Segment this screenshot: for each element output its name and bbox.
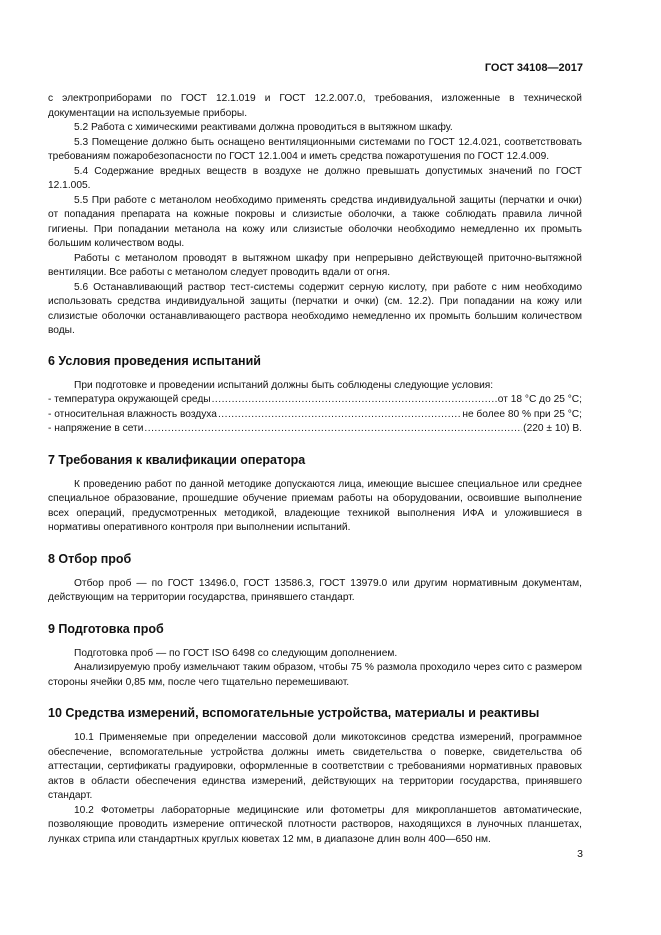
paragraph-5-5: 5.5 При работе с метанолом необходимо применять средства индивидуальной защиты (перчатки и очки) от попадания препарата на кожные покровы и слизистые оболочки, а также соблюдать правила личной гигиены. При попадании метанола на кожу или слизистые оболочки необходимо немедленно их промыть большим количеством воды. [48,194,582,249]
condition-row [48,393,582,408]
paragraph-5-6: 5.6 Останавливающий раствор тест-системы содержит серную кислоту, при работе с ним необходимо использовать средства индивидуальной защиты (перчатки и очки) (см. 12.2). При попадании на кожу или слизистые оболочки останавливающего раствора необходимо немедленно их промыть большим количеством воды. [48,281,582,336]
paragraph-5-1-continuation: с электроприборами по ГОСТ 12.1.019 и ГОСТ 12.2.007.0, требования, изложенные в технической документации на используемые приборы. [48,93,582,119]
leader-dots [218,408,461,423]
paragraph-5-4: 5.4 Содержание вредных веществ в воздухе не должно превышать допустимых значений по ГОСТ 12.1.005. [48,165,582,191]
condition-label: - температура окружающей среды [48,394,211,405]
section-9 [48,621,582,691]
paragraph-10-2: 10.2 Фотометры лабораторные медицинские или фотометры для микропланшетов автоматические, позволяющие проводить измерение оптической плотности растворов, находящихся в луночных планшетах, лунках стрипа или стандартных круглых кюветах 12 мм, в диапазоне длин волн 400—650 нм. [48,804,582,845]
paragraph-5-3: 5.3 Помещение должно быть оснащено вентиляционными системами по ГОСТ 12.4.021, соответствовать требованиям пожаробезопасности по ГОСТ 12.1.004 и иметь средства пожаротушения по ГОСТ 12.4.009. [48,136,582,162]
section-10-heading: 10 Средства измерений, вспомогательные устройства, материалы и реактивы [48,706,540,720]
condition-label: - напряжение в сети [48,423,144,434]
section-9-text-1: Подготовка проб — по ГОСТ ISO 6498 со следующим дополнением. [74,647,398,659]
paragraph-10-1: 10.1 Применяемые при определении массовой доли микотоксинов средства измерений, программное обеспечение, вспомогательные устройства должны иметь свидетельства о поверке, свидетельства об аттестации, сертификаты градуировки, оформленные в соответствии с требованиями нормативных правовых актов в области обеспечения единства измерений, действующих на территории государства, принявшего стандарт. [48,732,582,801]
section-10 [48,705,582,847]
section-8-heading: 8 Отбор проб [48,551,132,566]
section-9-text-2: Анализируемую пробу измельчают таким образом, чтобы 75 % размола проходило через сито с размером стороны ячейки 0,85 мм, после чего тщательно перемешивают. [48,662,582,688]
condition-value: (220 ± 10) В. [523,423,582,434]
condition-row [48,422,582,437]
section-6-lead: При подготовке и проведении испытаний должны быть соблюдены следующие условия: [74,379,494,391]
paragraph-5-2: 5.2 Работа с химическими реактивами должна проводиться в вытяжном шкафу. [74,122,453,133]
standard-header: ГОСТ 34108—2017 [484,62,583,74]
paragraph-5-5-methanol: Работы с метанолом проводят в вытяжном шкафу при непрерывно действующей приточно-вытяжной вентиляции. Все работы с метанолом следует проводить вдали от огня. [48,252,582,278]
leader-dots [212,393,497,408]
page-number: 3 [577,848,583,860]
section-8 [48,551,582,606]
condition-label: - относительная влажность воздуха [48,408,217,420]
section-6 [48,353,582,437]
section-9-heading: 9 Подготовка проб [48,621,164,636]
leader-dots [144,422,522,437]
page-content [48,92,582,847]
section-6-heading: 6 Условия проведения испытаний [48,353,261,368]
section-8-text: Отбор проб — по ГОСТ 13496.0, ГОСТ 13586.3, ГОСТ 13979.0 или другим нормативным документам, действующим на территории государства, принявшего стандарт. [48,577,582,603]
condition-value: не более 80 % при 25 °С; [462,408,582,420]
section-7-heading: 7 Требования к квалификации оператора [48,452,306,467]
section-7 [48,452,582,536]
condition-value: от 18 °С до 25 °С; [497,394,582,405]
section-7-text: К проведению работ по данной методике допускаются лица, имеющие высшее специальное или среднее специальное образование, прошедшие обучение приемам работы на оборудовании, освоившие выполнение всех операций, предусмотренных методикой, владеющие техникой выполнения ИФА и уложившиеся в нормативы оперативного контроля при выполнении испытаний. [48,478,582,533]
condition-row [48,408,582,423]
